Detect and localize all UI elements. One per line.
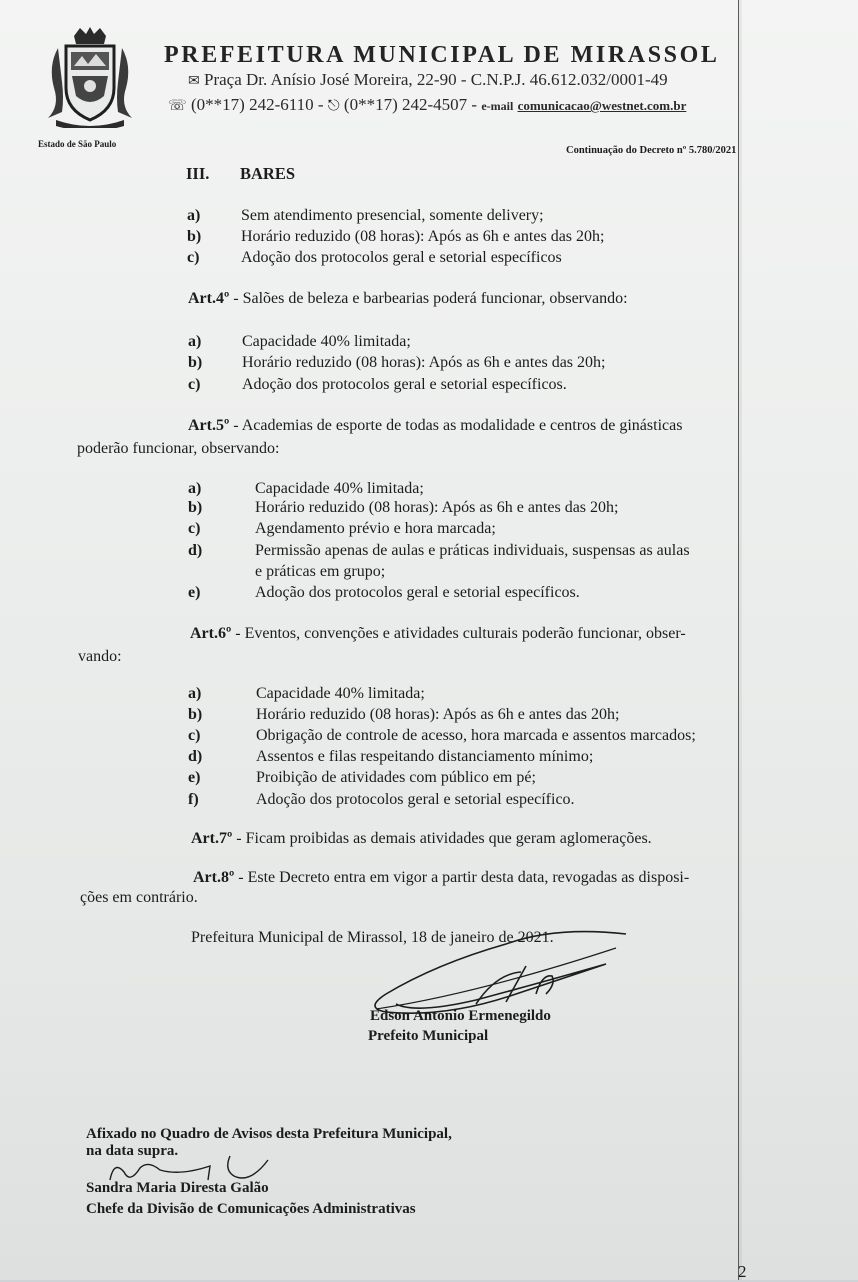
address-text: Praça Dr. Anísio José Moreira, 22-90 - C.N.P.J. 46.612.032/0001-49 xyxy=(203,70,668,89)
list-item-letter: a) xyxy=(188,333,202,350)
email-link[interactable]: comunicacao@westnet.com.br xyxy=(517,98,687,113)
list-item-letter: a) xyxy=(188,480,202,497)
envelope-icon: ✉ xyxy=(188,74,200,89)
art4-text: - Salões de beleza e barbearias poderá funcionar, observando: xyxy=(233,290,628,307)
list-item-text: Capacidade 40% limitada; xyxy=(256,685,425,702)
art4-paragraph xyxy=(188,290,628,308)
list-item-text: Sem atendimento presencial, somente delivery; xyxy=(241,207,544,224)
state-label: Estado de São Paulo xyxy=(38,139,117,149)
fax-text: (0**17) 242-4507 - xyxy=(343,95,478,114)
art5-label: Art.5º xyxy=(188,417,230,434)
list-item-letter: b) xyxy=(188,354,203,371)
art6-text2: vando: xyxy=(78,648,122,665)
posting-role: Chefe da Divisão de Comunicações Administrativas xyxy=(86,1201,416,1217)
list-item-letter: b) xyxy=(188,499,203,516)
header-contact xyxy=(168,95,686,115)
art5-text1: - Academias de esporte de todas as modalidade e centros de ginásticas xyxy=(233,417,683,434)
art5-paragraph xyxy=(188,417,682,435)
section-title: BARES xyxy=(240,164,296,183)
list-item-text: Capacidade 40% limitada; xyxy=(255,480,424,497)
list-item-text: Adoção dos protocolos geral e setorial específico. xyxy=(256,791,575,808)
signatory-role: Prefeito Municipal xyxy=(368,1028,489,1044)
list-item-letter: b) xyxy=(187,228,202,245)
list-item-text: Adoção dos protocolos geral e setorial específicos. xyxy=(255,584,580,601)
list-item-letter: c) xyxy=(187,249,200,266)
phone-icon: ☏ xyxy=(168,98,187,114)
fax-icon: ⎋ xyxy=(327,98,340,114)
section-number: III. xyxy=(186,164,210,183)
posting-line2: na data supra. xyxy=(86,1143,179,1159)
list-item-letter: a) xyxy=(187,207,201,224)
list-item-letter: d) xyxy=(188,542,203,559)
header-title: PREFEITURA MUNICIPAL DE MIRASSOL xyxy=(164,42,720,68)
list-item-letter: d) xyxy=(188,748,203,765)
art8-label: Art.8º xyxy=(193,869,235,886)
list-item-text: Capacidade 40% limitada; xyxy=(242,333,411,350)
signatory-name: Edson Antonio Ermenegildo xyxy=(370,1008,551,1024)
list-item-text: Horário reduzido (08 horas): Após as 6h e antes das 20h; xyxy=(256,706,620,723)
list-item-letter: e) xyxy=(188,769,201,786)
header-address xyxy=(188,70,668,90)
list-item-text: Horário reduzido (08 horas): Após as 6h e antes das 20h; xyxy=(255,499,619,516)
posting-line1: Afixado no Quadro de Avisos desta Prefeitura Municipal, xyxy=(86,1126,452,1142)
list-item-letter: e) xyxy=(188,584,201,601)
list-item-text: e práticas em grupo; xyxy=(255,563,386,580)
list-item-text: Horário reduzido (08 horas): Após as 6h e antes das 20h; xyxy=(242,354,606,371)
list-item-text: Adoção dos protocolos geral e setorial específicos xyxy=(241,249,562,266)
list-item-letter: b) xyxy=(188,706,203,723)
art8-text1: - Este Decreto entra em vigor a partir desta data, revogadas as disposi- xyxy=(238,869,690,886)
list-item-letter: a) xyxy=(188,685,202,702)
page-fold-shadow xyxy=(739,0,742,1280)
art5-text2: poderão funcionar, observando: xyxy=(77,440,280,457)
art7-paragraph xyxy=(191,830,652,848)
list-item-text: Permissão apenas de aulas e práticas individuais, suspensas as aulas xyxy=(255,542,690,559)
art8-paragraph xyxy=(193,869,689,887)
list-item-text: Proibição de atividades com público em pé; xyxy=(256,769,536,786)
posting-name: Sandra Maria Diresta Galão xyxy=(86,1180,269,1196)
coat-of-arms-logo xyxy=(44,26,136,128)
list-item-text: Adoção dos protocolos geral e setorial específicos. xyxy=(242,376,567,393)
email-label: e-mail xyxy=(481,99,514,113)
art6-label: Art.6º xyxy=(190,625,232,642)
list-item-text: Assentos e filas respeitando distanciamento mínimo; xyxy=(256,748,594,765)
art8-text2: ções em contrário. xyxy=(80,889,198,906)
phone-text: (0**17) 242-6110 - xyxy=(191,95,324,114)
list-item-text: Agendamento prévio e hora marcada; xyxy=(255,520,496,537)
art4-label: Art.4º xyxy=(188,290,230,307)
list-item-letter: c) xyxy=(188,727,201,744)
list-item-letter: f) xyxy=(188,791,199,808)
list-item-text: Obrigação de controle de acesso, hora marcada e assentos marcados; xyxy=(256,727,696,744)
list-item-letter: c) xyxy=(188,520,201,537)
art7-label: Art.7º xyxy=(191,830,233,847)
continuation-label: Continuação do Decreto nº 5.780/2021 xyxy=(566,145,737,156)
art6-paragraph xyxy=(190,625,686,643)
list-item-letter: c) xyxy=(188,376,201,393)
art6-text1: - Eventos, convenções e atividades culturais poderão funcionar, obser- xyxy=(235,625,686,642)
closing-line: Prefeitura Municipal de Mirassol, 18 de janeiro de 2021. xyxy=(191,929,554,946)
art7-text: - Ficam proibidas as demais atividades que geram aglomerações. xyxy=(236,830,652,847)
page-number: 2 xyxy=(738,1262,747,1281)
list-item-text: Horário reduzido (08 horas): Após as 6h e antes das 20h; xyxy=(241,228,605,245)
